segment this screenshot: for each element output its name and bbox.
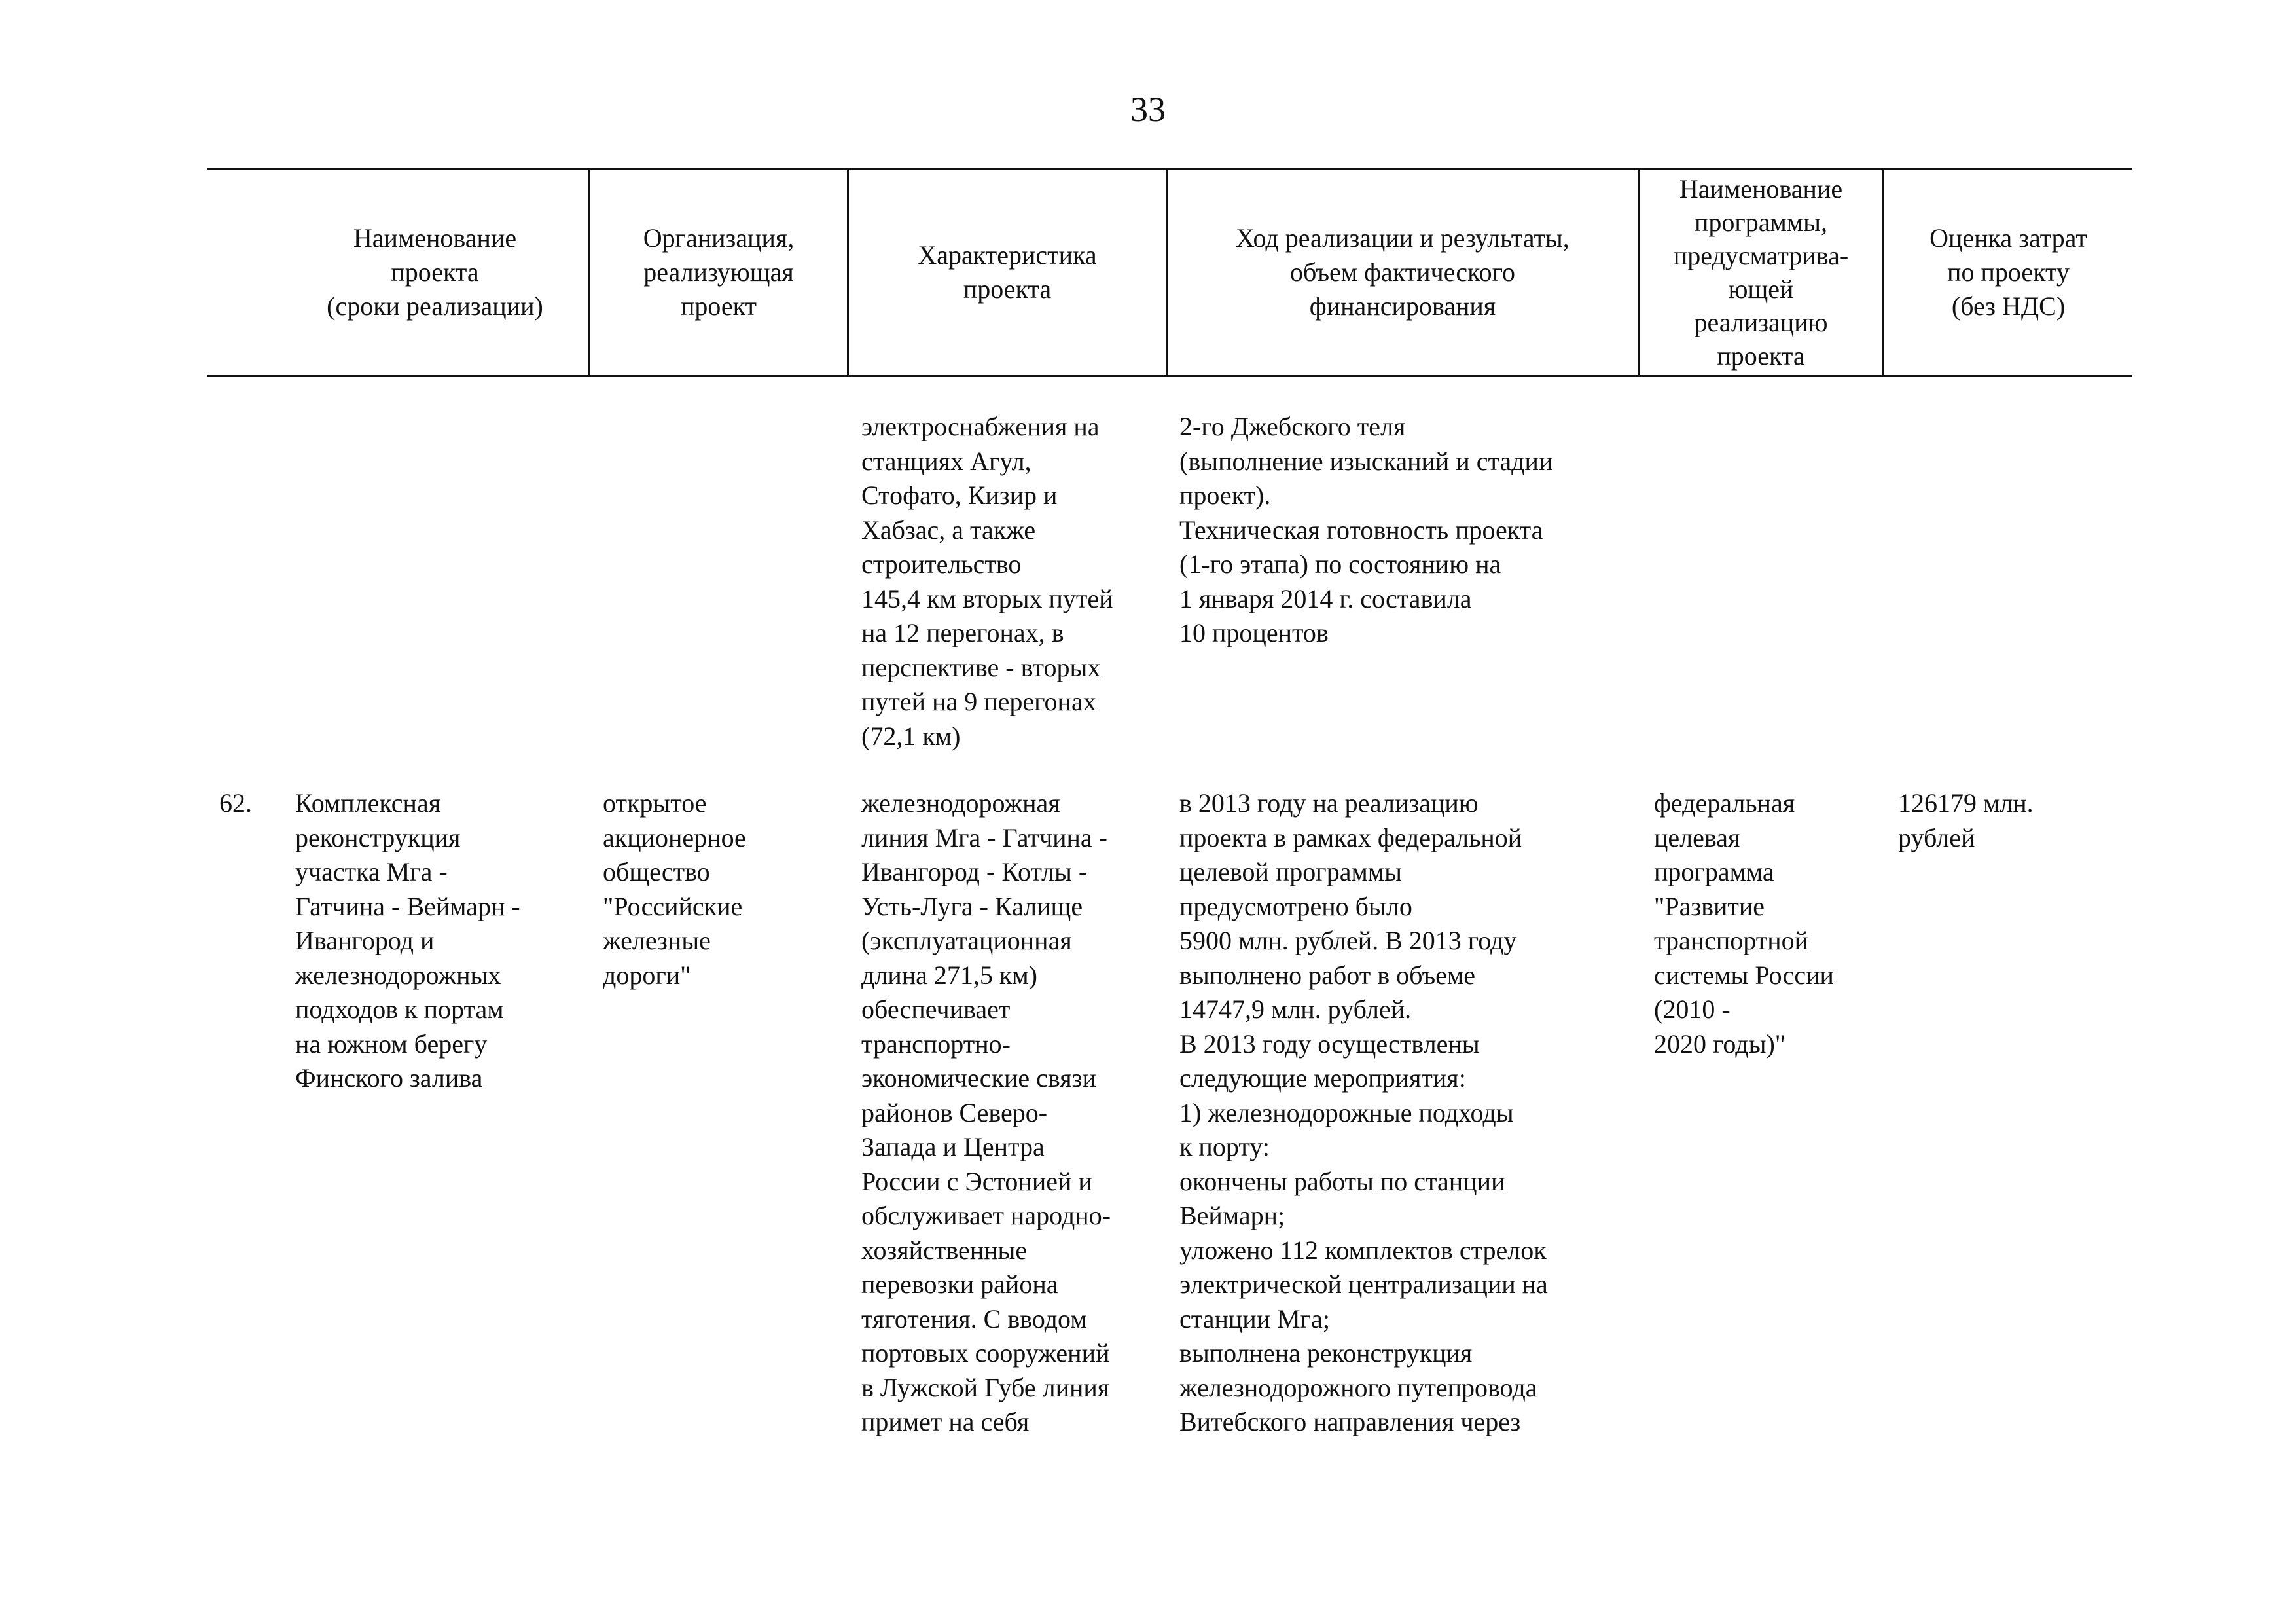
header-organization: Организация, реализующая проект — [643, 223, 795, 321]
project-characteristic: железнодорожная линия Мга - Гатчина - Ивангород - Котлы - Усть-Луга - Калище (эксплуатационная длина 271,5 км) обеспечивает транспортно- экономические связи районов Северо- Запада и Центра России с Эстонией и обслуживает народно- хозяйственные перевозки района тяготения. С вводом портовых сооружений в Лужской Губе линия примет на себя — [861, 788, 1111, 1436]
header-bottom-rule — [207, 375, 2132, 377]
project-cost: 126179 млн. рублей — [1898, 788, 2034, 852]
project-program: федеральная целевая программа "Развитие транспортной системы России (2010 - 2020 годы)" — [1654, 788, 1834, 1059]
continuation-characteristic: электроснабжения на станциях Агул, Стофато, Кизир и Хабзас, а также строительство 145,4 км вторых путей на 12 перегонах, в перспективе - вторых путей на 9 перегонах (72,1 км) — [861, 412, 1113, 751]
project-organization: открытое акционерное общество "Российские железные дороги" — [603, 788, 746, 990]
page-number: 33 — [1130, 90, 1166, 129]
project-name: Комплексная реконструкция участка Мга - Гатчина - Веймарн - Ивангород и железнодорожных подходов к портам на южном берегу Финского залива — [295, 788, 520, 1093]
row-number: 62. — [219, 788, 252, 818]
header-project-name: Наименование проекта (сроки реализации) — [327, 223, 543, 321]
header-program: Наименование программы, предусматрива- ющей реализацию проекта — [1673, 174, 1849, 371]
header-characteristic: Характеристика проекта — [918, 240, 1097, 304]
project-progress: в 2013 году на реализацию проекта в рамках федеральной целевой программы предусмотрено было 5900 млн. рублей. В 2013 году выполнено работ в объеме 14747,9 млн. рублей. В 2013 году осуществлены следующие мероприятия: 1) железнодорожные подходы к порту: окончены работы по станции Веймарн; уложено 112 комплектов стрелок электрической централизации на станции Мга; выполнена реконструкция железнодорожного путепровода Витебского направления через — [1179, 788, 1548, 1436]
header-progress: Ход реализации и результаты, объем фактического финансирования — [1236, 223, 1570, 321]
header-cost: Оценка затрат по проекту (без НДС) — [1929, 223, 2087, 321]
continuation-progress: 2-го Джебского теля (выполнение изысканий и стадии проект). Техническая готовность проекта (1-го этапа) по состоянию на 1 января 2014 г. составила 10 процентов — [1179, 412, 1553, 647]
